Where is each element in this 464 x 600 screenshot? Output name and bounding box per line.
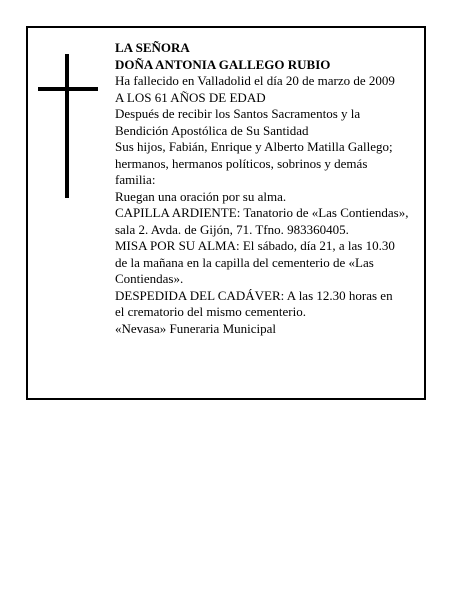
prayer-request: Ruegan una oración por su alma.: [115, 188, 287, 204]
cross-icon: [38, 54, 98, 198]
chapel-paragraph: [115, 205, 427, 238]
sacraments-line: Después de recibir los Santos Sacramentos y la: [115, 106, 361, 121]
notice-text: [115, 40, 427, 337]
mass-line: Contiendas».: [115, 271, 184, 286]
sacraments-line: Bendición Apostólica de Su Santidad: [115, 122, 309, 138]
sacraments-paragraph: [115, 106, 427, 139]
farewell-paragraph: [115, 288, 427, 321]
funeral-home: «Nevasa» Funeraria Municipal: [115, 320, 277, 336]
farewell-line: el crematorio del mismo cementerio.: [115, 304, 306, 319]
farewell-line: DESPEDIDA DEL CADÁVER: A las 12.30 horas en: [115, 287, 393, 303]
deceased-name: DOÑA ANTONIA GALLEGO RUBIO: [115, 56, 331, 72]
chapel-line: CAPILLA ARDIENTE: Tanatorio de «Las Contiendas»,: [115, 205, 409, 220]
obituary-notice: [26, 26, 426, 400]
mass-line: MISA POR SU ALMA: El sábado, día 21, a las 10.30: [115, 238, 395, 253]
age-line: A LOS 61 AÑOS DE EDAD: [115, 89, 266, 105]
mass-paragraph: [115, 238, 427, 288]
chapel-line: sala 2. Avda. de Gijón, 71. Tfno. 983360405.: [115, 221, 349, 237]
cross-vertical-bar: [65, 54, 69, 198]
cross-horizontal-bar: [38, 87, 98, 91]
family-line: hermanos, hermanos políticos, sobrinos y demás: [115, 155, 368, 171]
mass-line: de la mañana en la capilla del cementerio de «Las: [115, 254, 374, 270]
heading-title: LA SEÑORA: [115, 40, 190, 55]
family-line: familia:: [115, 172, 156, 187]
death-announcement: Ha fallecido en Valladolid el día 20 de marzo de 2009: [115, 73, 395, 88]
family-paragraph: [115, 139, 427, 189]
family-line: Sus hijos, Fabián, Enrique y Alberto Matilla Gallego;: [115, 139, 393, 154]
